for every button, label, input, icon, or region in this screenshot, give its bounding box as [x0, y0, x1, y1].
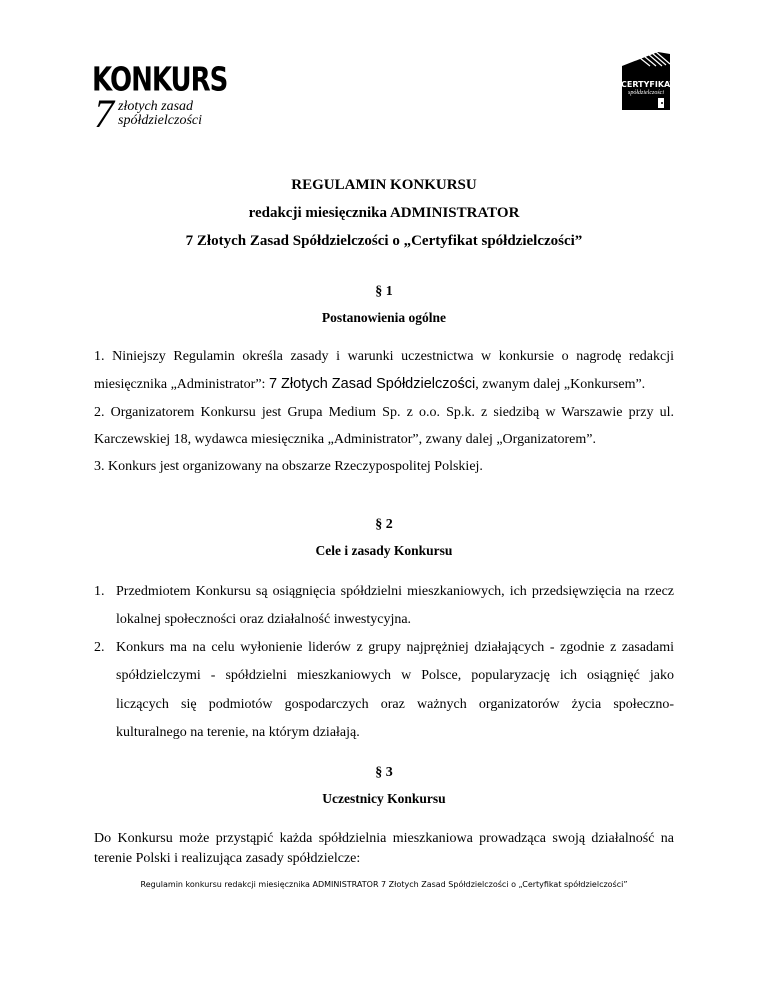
section1-heading: Postanowienia ogólne	[321, 310, 447, 325]
doc-title-line1: REGULAMIN KONKURSU	[291, 177, 477, 193]
section3-line2: terenie Polski i realizująca zasady spółdzielcze:	[94, 851, 361, 866]
section2-item1-line1: Przedmiotem Konkursu są osiągnięcia spółdzielni mieszkaniowych, ich przedsięwzięcia na rzecz	[116, 584, 674, 599]
section2-heading: Cele i zasady Konkursu	[315, 543, 453, 558]
section1-p3: 3. Konkurs jest organizowany na obszarze Rzeczypospolitej Polskiej.	[94, 459, 483, 474]
certyfikat-word: CERTYFIKAT	[621, 80, 676, 89]
logo-seven: 7	[94, 91, 114, 136]
logo-word: KONKURS	[92, 61, 228, 99]
logo-line2: spółdzielczości	[118, 113, 202, 128]
section2-number: § 2	[375, 517, 393, 532]
section1-number: § 1	[375, 284, 393, 299]
section3-heading: Uczestnicy Konkursu	[322, 791, 446, 806]
doc-title-line2: redakcji miesięcznika ADMINISTRATOR	[248, 205, 520, 221]
doc-title-line3: 7 Złotych Zasad Spółdzielczości o „Certyfikat spółdzielczości”	[185, 233, 583, 249]
section1-p2-line2: Karczewskiej 18, wydawca miesięcznika „Administrator”, zwany dalej „Organizatorem”.	[94, 432, 596, 447]
konkurs-logo	[92, 61, 228, 136]
section2-item2-line3: liczących się podmiotów gospodarczych oraz ważnych organizatorów życia społeczno-	[116, 697, 674, 712]
page-footer: Regulamin konkursu redakcji miesięcznika ADMINISTRATOR 7 Złotych Zasad Spółdzielczości o „Certyfikat spółdzielczości”	[140, 880, 628, 889]
section2-item1-number: 1.	[94, 584, 105, 599]
logo-line1: złotych zasad	[118, 99, 194, 114]
section2-item2-line2: spółdzielczymi - spółdzielni mieszkaniowych w Polsce, popularyzację ich osiągnięć jako	[116, 668, 674, 683]
section1-p2-line1: 2. Organizatorem Konkursu jest Grupa Medium Sp. z o.o. Sp.k. z siedzibą w Warszawie przy ul.	[94, 405, 674, 420]
section2-item2-line4: kulturalnego na terenie, na którym działają.	[116, 725, 360, 740]
section1-p1-line2: miesięcznika „Administrator”: 7 Złotych Zasad Spółdzielczości, zwanym dalej „Konkursem”.	[94, 376, 646, 392]
certyfikat-sub: spółdzielczości	[628, 90, 664, 96]
section2-item2-number: 2.	[94, 640, 105, 655]
section1-p1-line1: 1. Niniejszy Regulamin określa zasady i warunki uczestnictwa w konkursie o nagrodę redakcji	[94, 349, 674, 364]
section3-line1: Do Konkursu może przystąpić każda spółdzielnia mieszkaniowa prowadząca swoją działalność na	[94, 831, 674, 846]
section2-item1-line2: lokalnej społeczności oraz działalność inwestycyjna.	[116, 612, 412, 627]
section3-number: § 3	[375, 765, 393, 780]
section2-item2-line1: Konkurs ma na celu wyłonienie liderów z grupy najprężniej działających - zgodnie z zasadami	[116, 640, 674, 655]
certyfikat-logo	[618, 48, 674, 114]
